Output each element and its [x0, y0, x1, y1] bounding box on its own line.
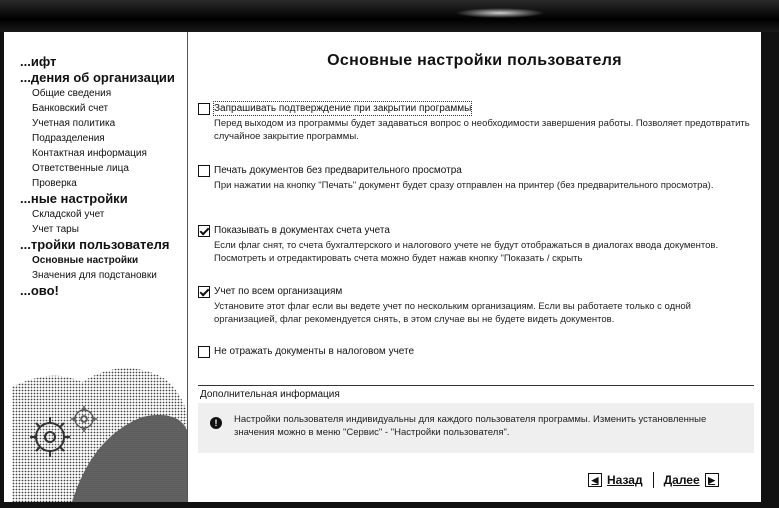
- arrow-right-icon: ▶: [705, 473, 719, 487]
- no-tax-accounting-label[interactable]: Не отражать документы в налоговом учете: [214, 346, 415, 357]
- sidebar-item-bank-account[interactable]: Банковский счет: [32, 103, 109, 114]
- info-text: Настройки пользователя индивидуальны для каждого пользователя программы. Изменить установленные значения можно в меню "Сервис" - "Настройки пользователя".: [234, 414, 707, 438]
- sidebar-nav: [4, 54, 187, 299]
- page-title: Основные настройки пользователя: [327, 52, 622, 69]
- sidebar-item-contact-info[interactable]: Контактная информация: [32, 148, 147, 159]
- window-bottom-border: [0, 502, 779, 508]
- confirm-exit-label[interactable]: Запрашивать подтверждение при закрытии программы: [214, 103, 472, 114]
- option-no-tax-accounting: [198, 345, 754, 358]
- sidebar-item-departments[interactable]: Подразделения: [32, 133, 105, 144]
- show-accounts-checkbox[interactable]: [198, 225, 210, 237]
- option-print-without-preview: [198, 164, 754, 192]
- window-right-border: [761, 32, 779, 508]
- sidebar: [4, 32, 187, 502]
- main-panel: [188, 32, 761, 502]
- sidebar-item-general-info[interactable]: Общие сведения: [32, 88, 112, 99]
- show-accounts-label[interactable]: Показывать в документах счета учета: [214, 225, 390, 236]
- option-all-organizations: [198, 285, 754, 326]
- info-separator: [198, 385, 754, 386]
- back-button-label: Назад: [607, 473, 643, 487]
- info-title: Дополнительная информация: [200, 389, 340, 400]
- sidebar-item-start[interactable]: ...ифт: [20, 54, 57, 69]
- title-bar[interactable]: [0, 0, 779, 32]
- all-organizations-description: Установите этот флаг если вы ведете учет по нескольким организациям. Если вы работаете только с одной организацией, флаг рекомендуется снять, в этом случае вы не будете видеть документов.: [214, 301, 691, 325]
- confirm-exit-description: Перед выходом из программы будет задаваться вопрос о необходимости завершения работы. Позволяет предотвратить случайное закрытие программы.: [214, 118, 750, 142]
- no-tax-accounting-checkbox[interactable]: [198, 346, 210, 358]
- all-organizations-label[interactable]: Учет по всем организациям: [214, 286, 343, 297]
- print-without-preview-description: При нажатии на кнопку "Печать" документ будет сразу отправлен на принтер (без предварительного просмотра).: [214, 180, 714, 191]
- title-bar-highlight: [455, 8, 545, 18]
- back-button[interactable]: [583, 473, 643, 487]
- sidebar-item-user-settings[interactable]: ...тройки пользователя: [20, 237, 170, 252]
- sidebar-item-done[interactable]: ...ово!: [20, 283, 59, 298]
- sidebar-item-substitution-values[interactable]: Значения для подстановки: [32, 270, 157, 281]
- next-button[interactable]: [664, 473, 724, 487]
- sidebar-item-other-settings[interactable]: ...ные настройки: [20, 191, 128, 206]
- sidebar-item-containers[interactable]: Учет тары: [32, 224, 79, 235]
- info-box: [198, 403, 754, 453]
- option-confirm-exit: [198, 102, 754, 143]
- sidebar-item-accounting-policy[interactable]: Учетная политика: [32, 118, 116, 129]
- info-icon: !: [210, 417, 222, 429]
- print-without-preview-label[interactable]: Печать документов без предварительного просмотра: [214, 165, 462, 176]
- option-show-accounts: [198, 224, 754, 265]
- print-without-preview-checkbox[interactable]: [198, 165, 210, 177]
- sidebar-item-check[interactable]: Проверка: [32, 178, 77, 189]
- sidebar-item-responsible-persons[interactable]: Ответственные лица: [32, 163, 129, 174]
- sidebar-item-basic-settings[interactable]: Основные настройки: [32, 255, 139, 266]
- footer-separator: [653, 472, 654, 488]
- show-accounts-description: Если флаг снят, то счета бухгалтерского и налогового учете не будут отображаться в диалогах ввода документов. Посмотреть и отредактировать счета можно будет нажав кнопку "Показать / скрыть: [214, 240, 719, 264]
- sidebar-item-organization-info[interactable]: ...дения об организации: [20, 70, 175, 85]
- all-organizations-checkbox[interactable]: [198, 286, 210, 298]
- wizard-footer: [583, 472, 724, 488]
- sidebar-item-warehouse[interactable]: Складской учет: [32, 209, 105, 220]
- gears-illustration: [12, 347, 187, 502]
- arrow-left-icon: ◀: [588, 473, 602, 487]
- confirm-exit-checkbox[interactable]: [198, 103, 210, 115]
- next-button-label: Далее: [663, 473, 700, 487]
